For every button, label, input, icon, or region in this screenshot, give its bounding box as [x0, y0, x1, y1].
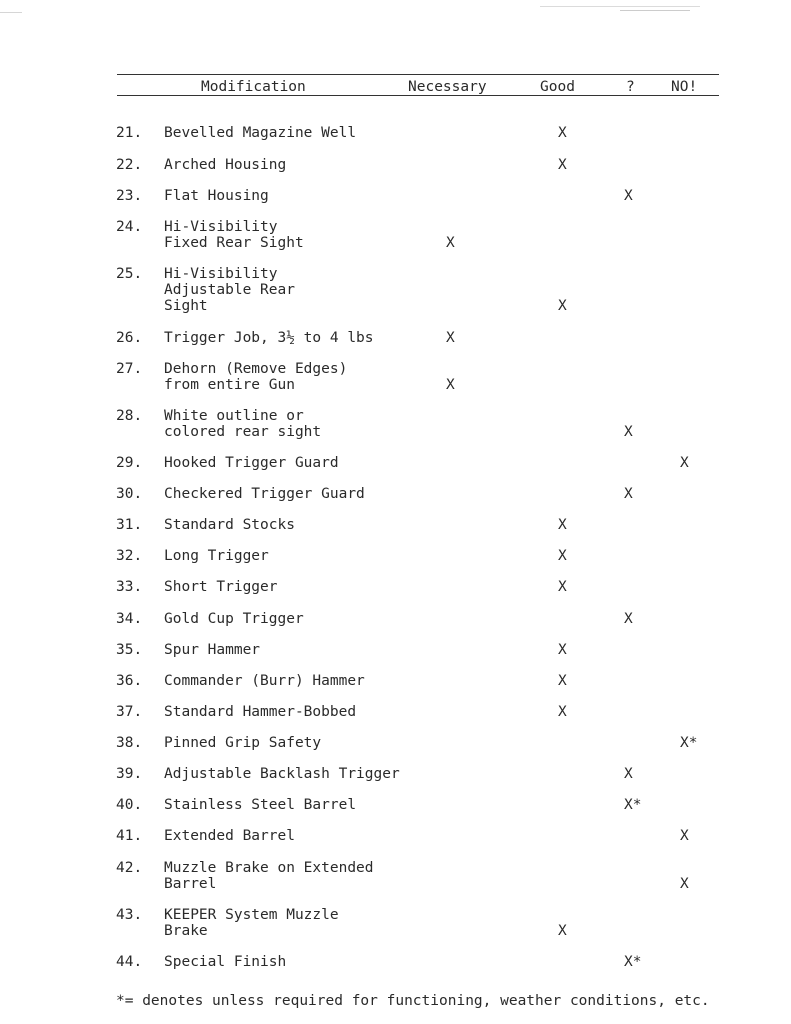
rating-mark-necessary: X [446, 377, 455, 393]
item-label: Flat Housing [164, 188, 269, 204]
item-number: 26. [116, 330, 143, 346]
item-label: Stainless Steel Barrel [164, 797, 357, 813]
item-number: 44. [116, 954, 143, 970]
item-label: Long Trigger [164, 548, 269, 564]
item-number: 31. [116, 517, 143, 533]
rating-mark-good: X [558, 125, 567, 141]
item-label: Pinned Grip Safety [164, 735, 322, 751]
rating-mark-good: X [558, 298, 567, 314]
item-label: Arched Housing [164, 157, 287, 173]
item-number: 40. [116, 797, 143, 813]
item-number: 24. [116, 219, 143, 235]
item-number: 36. [116, 673, 143, 689]
item-label: White outline or colored rear sight [164, 408, 322, 440]
rating-mark-good: X [558, 673, 567, 689]
item-number: 30. [116, 486, 143, 502]
scan-mark [0, 12, 22, 13]
rating-mark-no: X [680, 828, 689, 844]
item-label: Standard Hammer-Bobbed [164, 704, 357, 720]
item-label: Trigger Job, 3½ to 4 lbs [164, 330, 374, 346]
item-number: 39. [116, 766, 143, 782]
rating-mark-no: X [680, 455, 689, 471]
item-label: Checkered Trigger Guard [164, 486, 365, 502]
rating-mark-good: X [558, 157, 567, 173]
rating-mark-good: X [558, 642, 567, 658]
item-label: KEEPER System Muzzle Brake [164, 907, 339, 939]
rating-mark-good: X [558, 517, 567, 533]
rating-mark-question: X [624, 424, 633, 440]
header-necessary: Necessary [408, 79, 487, 95]
item-number: 35. [116, 642, 143, 658]
item-number: 38. [116, 735, 143, 751]
item-number: 43. [116, 907, 143, 923]
rating-mark-question: X* [624, 954, 642, 970]
scan-mark [540, 6, 700, 7]
item-number: 23. [116, 188, 143, 204]
item-label: Muzzle Brake on Extended Barrel [164, 860, 374, 892]
item-label: Hi-Visibility Adjustable Rear Sight [164, 266, 295, 314]
item-number: 32. [116, 548, 143, 564]
rating-mark-necessary: X [446, 235, 455, 251]
item-label: Gold Cup Trigger [164, 611, 304, 627]
item-label: Hi-Visibility Fixed Rear Sight [164, 219, 304, 251]
rating-mark-good: X [558, 923, 567, 939]
item-number: 27. [116, 361, 143, 377]
header-modification: Modification [201, 79, 306, 95]
rating-mark-no: X* [680, 735, 698, 751]
table-header [117, 74, 719, 96]
item-number: 21. [116, 125, 143, 141]
rating-mark-no: X [680, 876, 689, 892]
rating-mark-question: X [624, 766, 633, 782]
item-label: Extended Barrel [164, 828, 295, 844]
item-label: Standard Stocks [164, 517, 295, 533]
rating-mark-question: X* [624, 797, 642, 813]
item-number: 33. [116, 579, 143, 595]
rating-mark-question: X [624, 486, 633, 502]
item-label: Bevelled Magazine Well [164, 125, 357, 141]
item-number: 28. [116, 408, 143, 424]
item-number: 41. [116, 828, 143, 844]
item-number: 29. [116, 455, 143, 471]
header-good: Good [540, 79, 575, 95]
item-number: 22. [116, 157, 143, 173]
item-number: 34. [116, 611, 143, 627]
item-number: 37. [116, 704, 143, 720]
item-number: 42. [116, 860, 143, 876]
rating-mark-necessary: X [446, 330, 455, 346]
item-label: Dehorn (Remove Edges) from entire Gun [164, 361, 348, 393]
rating-mark-good: X [558, 579, 567, 595]
header-bottom-rule [117, 95, 719, 96]
header-no: NO! [671, 79, 698, 95]
header-top-rule [117, 74, 719, 75]
item-label: Commander (Burr) Hammer [164, 673, 365, 689]
footnote: *= denotes unless required for functioning, weather conditions, etc. [116, 993, 710, 1009]
header-question: ? [626, 79, 635, 95]
item-label: Adjustable Backlash Trigger [164, 766, 400, 782]
rating-mark-good: X [558, 704, 567, 720]
item-label: Spur Hammer [164, 642, 261, 658]
item-label: Special Finish [164, 954, 287, 970]
item-label: Hooked Trigger Guard [164, 455, 339, 471]
rating-mark-good: X [558, 548, 567, 564]
rating-mark-question: X [624, 611, 633, 627]
scan-mark [620, 10, 690, 11]
rating-mark-question: X [624, 188, 633, 204]
item-label: Short Trigger [164, 579, 278, 595]
item-number: 25. [116, 266, 143, 282]
